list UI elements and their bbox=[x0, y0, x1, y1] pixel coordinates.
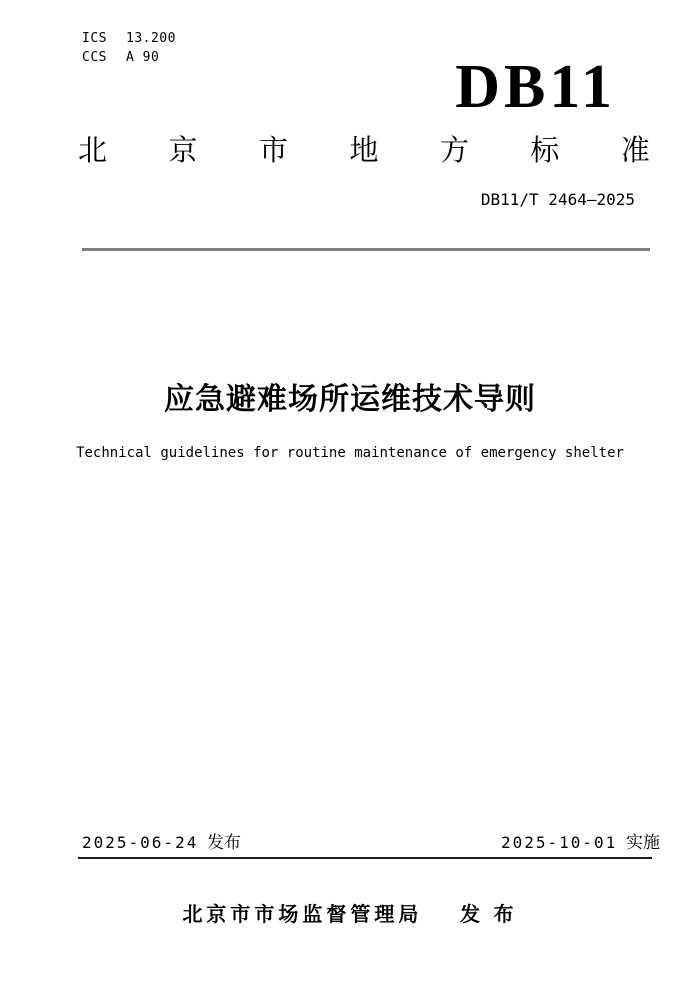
ics-label: ICS bbox=[82, 31, 107, 46]
document-title-chinese: 应急避难场所运维技术导则 bbox=[164, 383, 536, 416]
footer-divider-rule bbox=[78, 857, 652, 859]
issue-date: 2025-06-24 bbox=[82, 833, 199, 852]
publisher-name: 北京市市场监督管理局 bbox=[182, 904, 423, 926]
ccs-code-line bbox=[82, 48, 176, 67]
implement-date-label: 实施 bbox=[626, 833, 660, 852]
standard-type-title bbox=[78, 134, 650, 168]
standard-type-char: 标 bbox=[530, 135, 560, 167]
document-title-english: Technical guidelines for routine maintenance of emergency shelter bbox=[76, 445, 624, 461]
standard-type-char: 准 bbox=[620, 135, 650, 167]
dates-row bbox=[82, 832, 660, 854]
publish-label: 发 布 bbox=[460, 904, 518, 926]
header-divider-rule bbox=[82, 248, 650, 251]
standard-type-char: 方 bbox=[439, 135, 469, 167]
publisher-row bbox=[0, 902, 700, 928]
implement-date-group bbox=[501, 832, 660, 854]
ccs-value: A 90 bbox=[126, 50, 160, 65]
standard-type-char: 北 bbox=[78, 135, 108, 167]
classification-codes bbox=[82, 29, 176, 67]
ics-code-line bbox=[82, 29, 176, 48]
standard-type-char: 市 bbox=[258, 135, 288, 167]
standard-type-char: 京 bbox=[168, 135, 198, 167]
implement-date: 2025-10-01 bbox=[500, 833, 618, 852]
standard-number: DB11/T 2464—2025 bbox=[480, 190, 635, 209]
ccs-label: CCS bbox=[82, 50, 107, 65]
db11-logo: DB11 bbox=[455, 53, 616, 121]
ics-value: 13.200 bbox=[126, 31, 176, 46]
issue-date-group bbox=[82, 832, 241, 854]
issue-date-label: 发布 bbox=[207, 833, 242, 852]
standard-type-char: 地 bbox=[349, 135, 379, 167]
